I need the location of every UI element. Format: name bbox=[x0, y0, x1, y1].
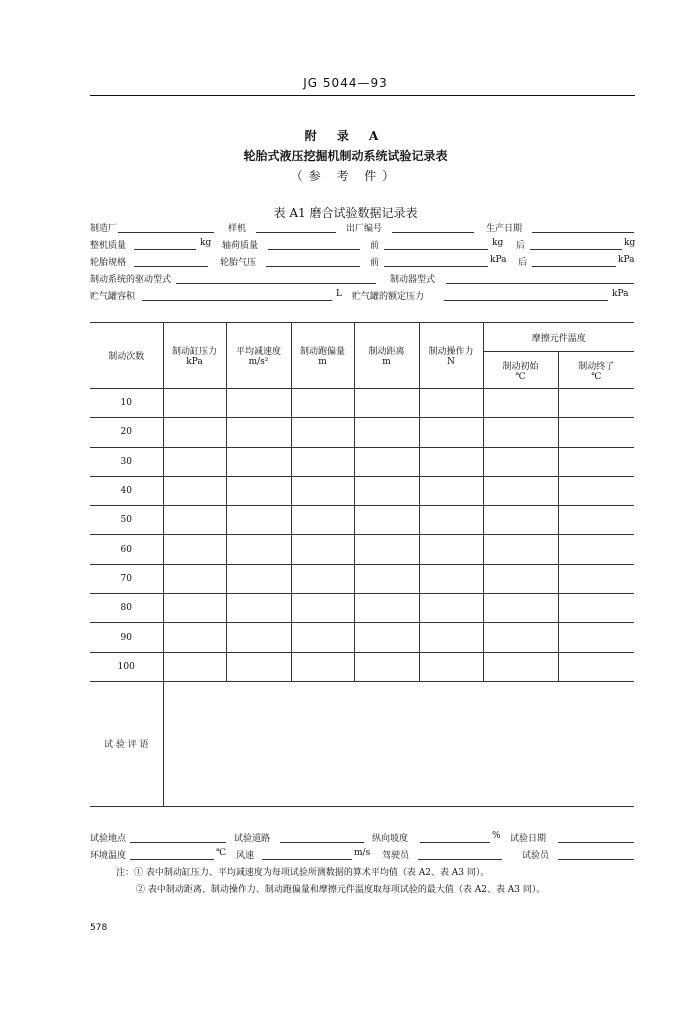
unit-ms: m/s bbox=[354, 848, 371, 858]
table-cell[interactable] bbox=[226, 652, 291, 681]
table-cell[interactable] bbox=[291, 623, 354, 652]
label-wind: 风速 bbox=[236, 851, 255, 861]
label-front-2: 前 bbox=[370, 258, 380, 268]
table-cell[interactable] bbox=[419, 594, 483, 623]
table-cell[interactable] bbox=[291, 418, 354, 447]
unit-kpa-3: kPa bbox=[612, 289, 629, 299]
field-axle-load[interactable] bbox=[268, 249, 360, 250]
table-cell[interactable] bbox=[163, 506, 226, 535]
field-wind[interactable] bbox=[262, 859, 352, 860]
field-tire-spec[interactable] bbox=[134, 266, 208, 267]
table-cell[interactable] bbox=[354, 506, 419, 535]
label-tire-pressure: 轮胎气压 bbox=[220, 258, 257, 268]
table-cell[interactable] bbox=[483, 535, 558, 564]
table-cell[interactable] bbox=[483, 418, 558, 447]
unit-celsius: ℃ bbox=[216, 848, 227, 858]
row-count: 90 bbox=[90, 623, 163, 652]
table-caption: 表 A1 磨合试验数据记录表 bbox=[273, 206, 418, 220]
table-cell[interactable] bbox=[419, 535, 483, 564]
table-cell[interactable] bbox=[483, 476, 558, 505]
table-cell[interactable] bbox=[291, 564, 354, 593]
table-cell[interactable] bbox=[483, 652, 558, 681]
standard-number: JG 5044—93 bbox=[303, 76, 388, 90]
table-cell[interactable] bbox=[291, 506, 354, 535]
label-brake-type: 制动器型式 bbox=[390, 275, 436, 285]
table-cell[interactable] bbox=[226, 594, 291, 623]
table-cell[interactable] bbox=[354, 594, 419, 623]
field-front-pressure[interactable] bbox=[384, 266, 488, 267]
table-cell[interactable] bbox=[558, 389, 634, 418]
appendix-title: 轮胎式液压挖掘机制动系统试验记录表 bbox=[243, 149, 448, 163]
record-table bbox=[90, 322, 634, 807]
table-cell[interactable] bbox=[354, 418, 419, 447]
table-cell[interactable] bbox=[226, 506, 291, 535]
field-test-date[interactable] bbox=[558, 842, 634, 843]
table-cell[interactable] bbox=[558, 623, 634, 652]
header-friction-temp: 摩擦元件温度 bbox=[483, 323, 634, 352]
table-row bbox=[90, 389, 634, 418]
label-tank-pressure: 贮气罐的额定压力 bbox=[352, 292, 425, 302]
label-rear-2: 后 bbox=[518, 258, 528, 268]
row-count: 100 bbox=[90, 652, 163, 681]
label-slope: 纵向坡度 bbox=[372, 834, 409, 844]
table-cell[interactable] bbox=[483, 506, 558, 535]
table-cell[interactable] bbox=[163, 418, 226, 447]
field-model[interactable] bbox=[256, 232, 336, 233]
note-1: 注：① 表中制动缸压力、平均减速度为每项试验所测数据的算术平均值（表 A2、表 A3 同）。 bbox=[116, 868, 490, 878]
table-cell[interactable] bbox=[419, 564, 483, 593]
row-count: 80 bbox=[90, 594, 163, 623]
table-cell[interactable] bbox=[163, 594, 226, 623]
row-count: 10 bbox=[90, 389, 163, 418]
page-number: 578 bbox=[90, 923, 108, 933]
table-cell[interactable] bbox=[483, 389, 558, 418]
table-cell[interactable] bbox=[226, 623, 291, 652]
label-tester: 试验员 bbox=[522, 851, 550, 861]
label-tire-spec: 轮胎规格 bbox=[90, 258, 127, 268]
label-mass: 整机质量 bbox=[90, 241, 127, 251]
field-road[interactable] bbox=[280, 842, 364, 843]
field-tank-pressure[interactable] bbox=[444, 300, 608, 301]
table-cell[interactable] bbox=[558, 594, 634, 623]
table-cell[interactable] bbox=[163, 652, 226, 681]
unit-kg-3: kg bbox=[624, 238, 636, 248]
table-row bbox=[90, 564, 634, 593]
appendix-label: 附 录 A bbox=[304, 129, 387, 143]
table-cell[interactable] bbox=[558, 652, 634, 681]
table-cell[interactable] bbox=[354, 623, 419, 652]
table-row bbox=[90, 418, 634, 447]
row-count: 40 bbox=[90, 476, 163, 505]
table-cell[interactable] bbox=[419, 476, 483, 505]
header-deviation: 制动跑偏量 m bbox=[291, 323, 354, 389]
header-temp-start: 制动初始 ℃ bbox=[483, 352, 558, 389]
table-cell[interactable] bbox=[419, 418, 483, 447]
table-cell[interactable] bbox=[558, 564, 634, 593]
field-front-load[interactable] bbox=[384, 249, 488, 250]
field-tester[interactable] bbox=[558, 859, 634, 860]
table-cell[interactable] bbox=[419, 506, 483, 535]
table-cell[interactable] bbox=[163, 447, 226, 476]
table-cell[interactable] bbox=[226, 535, 291, 564]
field-slope[interactable] bbox=[420, 842, 490, 843]
table-row bbox=[90, 476, 634, 505]
label-road: 试验道路 bbox=[234, 834, 271, 844]
header-brake-count: 制动次数 bbox=[90, 323, 163, 389]
label-temp: 环境温度 bbox=[90, 851, 127, 861]
header-temp-end: 制动终了 ℃ bbox=[558, 352, 634, 389]
appendix-note: （参 考 件） bbox=[290, 169, 401, 183]
field-rear-load[interactable] bbox=[530, 249, 622, 250]
table-cell[interactable] bbox=[226, 418, 291, 447]
unit-kg-1: kg bbox=[200, 238, 212, 248]
table-cell[interactable] bbox=[291, 389, 354, 418]
label-drive-type: 制动系统的驱动型式 bbox=[90, 275, 172, 285]
unit-kpa-2: kPa bbox=[618, 255, 635, 265]
evaluation-label: 试 验 评 语 bbox=[90, 681, 163, 806]
label-model: 样机 bbox=[228, 224, 247, 234]
field-serial[interactable] bbox=[392, 232, 474, 233]
label-tank-vol: 贮气罐容积 bbox=[90, 292, 136, 302]
table-cell[interactable] bbox=[558, 447, 634, 476]
row-count: 70 bbox=[90, 564, 163, 593]
row-count: 60 bbox=[90, 535, 163, 564]
header-pressure: 制动缸压力 kPa bbox=[163, 323, 226, 389]
table-cell[interactable] bbox=[163, 564, 226, 593]
label-serial: 出厂编号 bbox=[346, 224, 383, 234]
unit-percent: % bbox=[492, 831, 501, 841]
table-cell[interactable] bbox=[291, 476, 354, 505]
field-tank-vol[interactable] bbox=[142, 300, 332, 301]
field-mass[interactable] bbox=[134, 249, 196, 250]
table-cell[interactable] bbox=[483, 564, 558, 593]
table-cell[interactable] bbox=[354, 564, 419, 593]
table-cell[interactable] bbox=[291, 535, 354, 564]
header-distance: 制动距离 m bbox=[354, 323, 419, 389]
evaluation-field[interactable] bbox=[163, 681, 634, 806]
table-cell[interactable] bbox=[419, 623, 483, 652]
table-row bbox=[90, 652, 634, 681]
table-cell[interactable] bbox=[226, 447, 291, 476]
table-cell[interactable] bbox=[419, 652, 483, 681]
field-tire-pressure[interactable] bbox=[266, 266, 360, 267]
row-count: 30 bbox=[90, 447, 163, 476]
table-cell[interactable] bbox=[291, 652, 354, 681]
table-row bbox=[90, 594, 634, 623]
table-cell[interactable] bbox=[226, 476, 291, 505]
unit-kg-2: kg bbox=[492, 238, 504, 248]
label-axle-load: 轴荷质量 bbox=[222, 241, 259, 251]
label-rear-1: 后 bbox=[516, 241, 526, 251]
table-cell[interactable] bbox=[558, 418, 634, 447]
header-rule bbox=[90, 95, 635, 96]
row-count: 50 bbox=[90, 506, 163, 535]
table-cell[interactable] bbox=[558, 476, 634, 505]
table-cell[interactable] bbox=[483, 623, 558, 652]
table-cell[interactable] bbox=[354, 652, 419, 681]
table-row bbox=[90, 447, 634, 476]
table-cell[interactable] bbox=[226, 389, 291, 418]
table-cell[interactable] bbox=[483, 594, 558, 623]
header-force: 制动操作力 N bbox=[419, 323, 483, 389]
label-test-date: 试验日期 bbox=[510, 834, 547, 844]
table-cell[interactable] bbox=[163, 535, 226, 564]
label-front-1: 前 bbox=[370, 241, 380, 251]
table-row bbox=[90, 623, 634, 652]
unit-kpa-1: kPa bbox=[490, 255, 507, 265]
field-site[interactable] bbox=[130, 842, 226, 843]
table-cell[interactable] bbox=[163, 389, 226, 418]
table-cell[interactable] bbox=[354, 389, 419, 418]
field-drive-type[interactable] bbox=[176, 283, 376, 284]
header-deceleration: 平均减速度 m/s² bbox=[226, 323, 291, 389]
table-cell[interactable] bbox=[558, 506, 634, 535]
label-site: 试验地点 bbox=[90, 834, 127, 844]
label-prod-date: 生产日期 bbox=[486, 224, 523, 234]
label-driver: 驾驶员 bbox=[382, 851, 410, 861]
note-2: ② 表中制动距离、制动操作力、制动跑偏量和摩擦元件温度取每项试验的最大值（表 A2、表 A3 同）。 bbox=[136, 885, 546, 895]
evaluation-row bbox=[90, 681, 634, 806]
table-row bbox=[90, 535, 634, 564]
table-cell[interactable] bbox=[354, 447, 419, 476]
table-cell[interactable] bbox=[354, 535, 419, 564]
table-cell[interactable] bbox=[291, 594, 354, 623]
label-manufacturer: 制造厂 bbox=[90, 224, 118, 234]
table-cell[interactable] bbox=[419, 389, 483, 418]
field-prod-date[interactable] bbox=[532, 232, 634, 233]
table-cell[interactable] bbox=[558, 535, 634, 564]
field-brake-type[interactable] bbox=[446, 283, 634, 284]
row-count: 20 bbox=[90, 418, 163, 447]
table-cell[interactable] bbox=[354, 476, 419, 505]
field-rear-pressure[interactable] bbox=[532, 266, 616, 267]
table-cell[interactable] bbox=[483, 447, 558, 476]
table-cell[interactable] bbox=[419, 447, 483, 476]
field-temp[interactable] bbox=[130, 859, 214, 860]
unit-liter: L bbox=[336, 289, 342, 299]
table-row bbox=[90, 506, 634, 535]
table-cell[interactable] bbox=[163, 623, 226, 652]
table-cell[interactable] bbox=[291, 447, 354, 476]
field-manufacturer[interactable] bbox=[118, 232, 214, 233]
table-cell[interactable] bbox=[163, 476, 226, 505]
field-driver[interactable] bbox=[418, 859, 502, 860]
table-cell[interactable] bbox=[226, 564, 291, 593]
